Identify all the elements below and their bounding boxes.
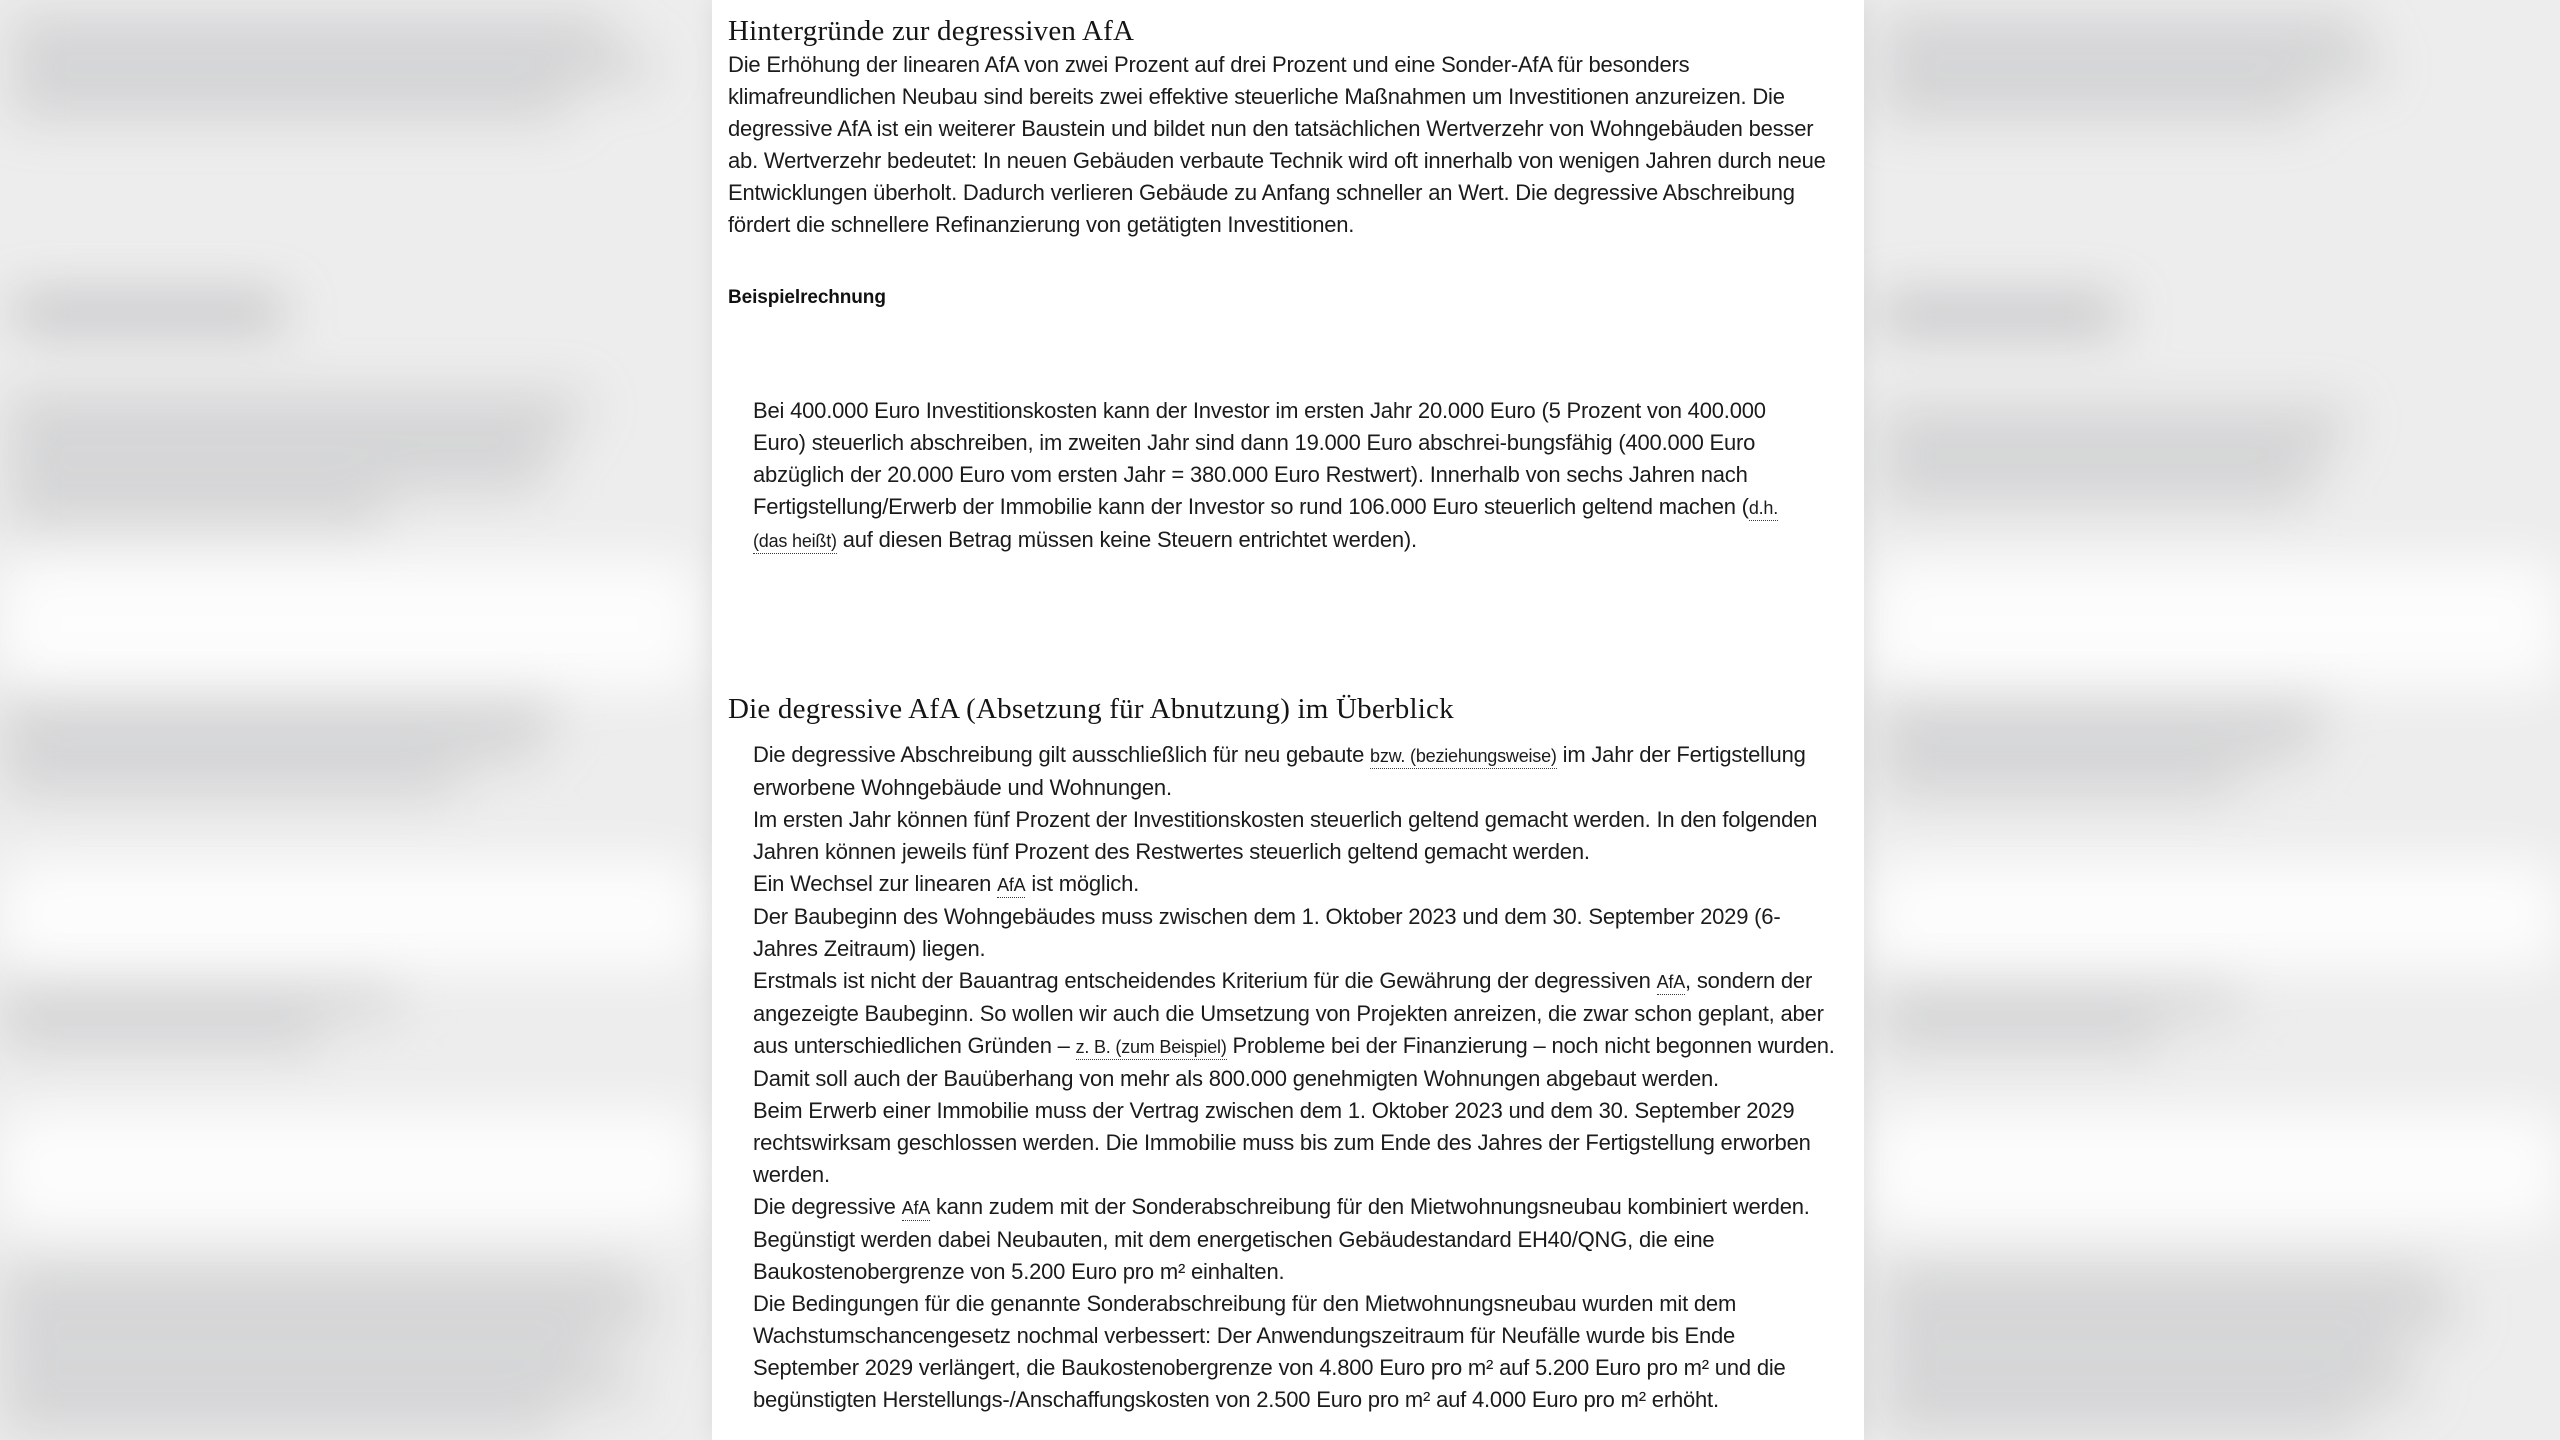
overview-item	[753, 868, 1838, 901]
overview-item	[753, 804, 1838, 868]
text-segment: Der Baubeginn des Wohngebäudes muss zwischen dem 1. Oktober 2023 und dem 30. September 2029 (6-Jahres Zeitraum) liegen.	[753, 904, 1781, 961]
blurred-text-line	[10, 54, 650, 80]
blurred-text-line	[6, 396, 586, 420]
blurred-text-line	[0, 988, 400, 1012]
blurred-text-line	[1880, 768, 2240, 792]
blurred-text-line	[1880, 1270, 2440, 1294]
blurred-text-line	[14, 298, 284, 328]
example-block	[753, 395, 1799, 557]
blurred-text-line	[1880, 700, 2330, 724]
blurred-text-line	[1880, 18, 2360, 44]
text-segment: Erstmals ist nicht der Bauantrag entscheidendes Kriterium für die Gewährung der degressiven	[753, 968, 1657, 993]
blurred-highlight	[0, 560, 700, 690]
article-content-panel	[712, 0, 1864, 1440]
blurred-text-line	[1880, 478, 2310, 502]
text-segment: , sondern der angezeigte Baubeginn. So wollen wir auch die Umsetzung von Projekten anreizen, die zwar schon geplant, aber aus unterschiedlichen Gründen –	[753, 968, 1824, 1058]
blurred-text-line	[0, 1022, 320, 1046]
blurred-text-line	[0, 1338, 600, 1362]
blurred-text-line	[6, 430, 562, 454]
overview-item	[753, 1288, 1838, 1416]
blurred-text-line	[0, 1304, 660, 1328]
section-title-hintergruende: Hintergründe zur degressiven AfA	[728, 15, 1135, 47]
text-segment: ist möglich.	[1025, 871, 1140, 896]
blurred-text-line	[0, 734, 540, 758]
text-segment: Im ersten Jahr können fünf Prozent der Investitionskosten steuerlich geltend gemacht werden. In den folgenden Jahren können jeweils fünf Prozent des Restwertes steuerlich geltend gemacht werden.	[753, 807, 1818, 864]
blurred-text-line	[0, 768, 460, 792]
blurred-text-line	[1880, 1304, 2460, 1328]
blurred-highlight	[0, 1110, 700, 1230]
abbr-glossary-term[interactable]: bzw. (beziehungsweise)	[1370, 746, 1557, 769]
blurred-highlight	[1870, 560, 2560, 690]
blurred-text-line	[6, 498, 386, 522]
blurred-text-line	[0, 700, 560, 724]
abbr-glossary-term[interactable]: AfA	[1657, 972, 1685, 995]
blurred-text-line	[10, 18, 610, 44]
text-segment: Beim Erwerb einer Immobilie muss der Vertrag zwischen dem 1. Oktober 2023 und dem 30. September 2029 rechtswirksam geschlossen werden. Die Immobilie muss bis zum Ende des Jahres der Fertigstellung erworben werden.	[753, 1098, 1811, 1187]
overview-item	[753, 739, 1838, 804]
blurred-text-line	[1880, 1406, 2360, 1430]
text-segment: kann zudem mit der Sonderabschreibung für den Mietwohnungsneubau kombiniert werden. Begünstigt werden dabei Neubauten, mit dem energetischen Gebäudestandard EH40/QNG, die eine Baukostenobergrenze von 5.200 Euro pro m² einhalten.	[753, 1194, 1810, 1284]
overview-item	[753, 1095, 1838, 1191]
text-segment: Die degressive	[753, 1194, 902, 1219]
intro-paragraph: Die Erhöhung der linearen AfA von zwei Prozent auf drei Prozent und eine Sonder-AfA für besonders klimafreundlichen Neubau sind bereits zwei effektive steuerliche Maßnahmen um Investitionen anzureizen. Die degressive AfA ist ein weiterer Baustein und bildet nun den tatsächlichen Wertverzehr von Wohngebäuden besser ab. Wertverzehr bedeutet: In neuen Gebäuden verbaute Technik wird oft innerhalb von wenigen Jahren durch neue Entwicklungen überholt. Dadurch verlieren Gebäude zu Anfang schneller an Wert. Die degressive Abschreibung fördert die schnellere Refinanzierung von getätigten Investitionen.	[728, 52, 1826, 237]
example-label: Beispielrechnung	[728, 287, 886, 308]
text-segment: auf diesen Betrag müssen keine Steuern entrichtet werden).	[836, 527, 1417, 552]
text-segment: Bei 400.000 Euro Investitionskosten kann der Investor im ersten Jahr 20.000 Euro (5 Prozent von 400.000 Euro) steuerlich abschreiben, im zweiten Jahr sind dann 19.000 Euro abschrei-bungsfähig (400.000 Euro abzüglich der 20.000 Euro vom ersten Jahr = 380.000 Euro Restwert). Innerhalb von sechs Jahren nach Fertigstellung/Erwerb der Immobilie kann der Investor so rund 106.000 Euro steuerlich geltend machen (	[753, 398, 1766, 519]
blurred-highlight	[0, 860, 700, 970]
blurred-text-line	[1880, 734, 2310, 758]
blurred-highlight	[1870, 1110, 2560, 1230]
blurred-text-line	[1880, 988, 2240, 1012]
text-segment: Probleme bei der Finanzierung – noch nicht begonnen wurden. Damit soll auch der Bauüberhang von mehr als 800.000 genehmigten Wohnungen abgebaut werden.	[753, 1033, 1835, 1091]
blurred-text-line	[1880, 300, 2120, 330]
blurred-text-line	[0, 1372, 640, 1396]
text-segment: Ein Wechsel zur linearen	[753, 871, 998, 896]
section-title-ueberblick: Die degressive AfA (Absetzung für Abnutzung) im Überblick	[728, 693, 1454, 725]
blurred-highlight	[1870, 860, 2560, 970]
text-segment: im Jahr der Fertigstellung erworbene Wohngebäude und Wohnungen.	[753, 742, 1806, 800]
blurred-text-line	[10, 90, 570, 116]
blurred-text-line	[1880, 90, 2310, 116]
overview-item	[753, 901, 1838, 965]
abbr-glossary-term[interactable]: AfA	[902, 1198, 930, 1221]
blurred-text-line	[1880, 1022, 2160, 1046]
blurred-text-line	[6, 464, 546, 488]
abbr-glossary-term[interactable]: AfA	[997, 875, 1025, 898]
overview-item	[753, 965, 1838, 1095]
example-paragraph	[753, 395, 1799, 557]
blurred-text-line	[0, 1270, 640, 1294]
text-segment: Die Bedingungen für die genannte Sonderabschreibung für den Mietwohnungsneubau wurden mit dem Wachstumschancengesetz nochmal verbessert: Der Anwendungszeitraum für Neufälle wurde bis Ende September 2029 verlängert, die Baukostenobergrenze von 4.800 Euro pro m² auf 5.200 Euro pro m² und die begünstigten Herstellungs-/Anschaffungskosten von 2.500 Euro pro m² auf 4.000 Euro pro m² erhöht.	[753, 1291, 1786, 1412]
overview-item	[753, 1191, 1838, 1288]
blurred-text-line	[0, 1406, 560, 1430]
blurred-text-line	[1880, 410, 2350, 434]
blurred-text-line	[1880, 54, 2380, 80]
text-segment: Die degressive Abschreibung gilt ausschließlich für neu gebaute	[753, 742, 1371, 767]
blurred-text-line	[1880, 1338, 2400, 1362]
abbr-glossary-term[interactable]: z. B. (zum Beispiel)	[1076, 1037, 1227, 1060]
blurred-text-line	[1880, 444, 2330, 468]
abbr-glossary-term[interactable]: d.h. (das heißt)	[753, 498, 1778, 554]
blurred-text-line	[1880, 1372, 2420, 1396]
overview-list	[753, 739, 1838, 1416]
